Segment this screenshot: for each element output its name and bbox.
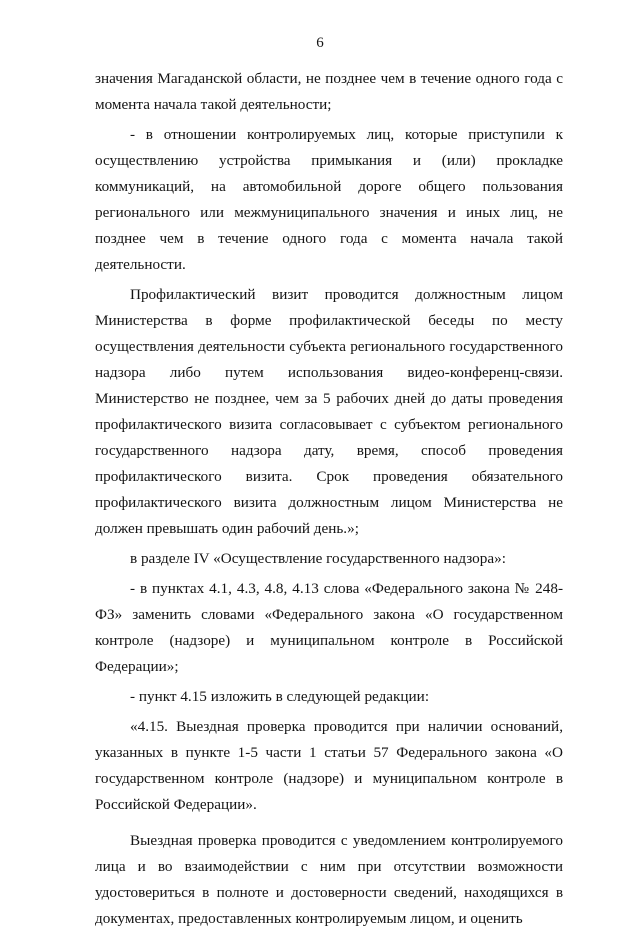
paragraph-point-4-15-text: «4.15. Выездная проверка проводится при наличии оснований, указанных в пункте 1-5 части 1 статьи 57 Федерального закона «О государственном контроле (надзоре) и муниципальном контроле в Российской Федерации». [95,718,563,813]
document-body [95,66,563,932]
paragraph-preventive-visit: Профилактический визит проводится должностным лицом Министерства в форме профилактической беседы по месту осуществления деятельности субъекта регионального государственного надзора либо путем использования видео-конференц-связи. Министерство не позднее, чем за 5 рабочих дней до даты проведения профилактического визита согласовывает с субъектом регионального государственного надзора дату, время, способ проведения профилактического визита. Срок проведения обязательного профилактического визита должностным лицом Министерства не должен превышать один рабочий день.»; [95,286,563,537]
paragraph-continuation: значения Магаданской области, не позднее чем в течение одного года с момента начала такой деятельности; [95,70,563,113]
paragraph-section-iv-heading: в разделе IV «Осуществление государственного надзора»: [130,550,506,567]
page-number: 6 [316,35,324,51]
paragraph-list-item-controlled-persons: - в отношении контролируемых лиц, которые приступили к осуществлению устройства примыкания и (или) прокладке коммуникаций, на автомобильной дороге общего пользования регионального или межмуниципального значения и иных лиц, не позднее чем в течение одного года с момента начала такой деятельности. [95,126,563,273]
paragraph-points-replacement: - в пунктах 4.1, 4.3, 4.8, 4.13 слова «Федерального закона № 248-ФЗ» заменить словами «Федерального закона «О государственном контроле (надзоре) и муниципальном контроле в Российской Федерации»; [95,580,563,675]
paragraph-onsite-inspection: Выездная проверка проводится с уведомлением контролируемого лица и во взаимодействии с ним при отсутствии возможности удостовериться в полноте и достоверности сведений, находящихся в документах, предоставленных контролируемым лицом, и оценить [95,832,563,927]
paragraph-point-4-15-intro: - пункт 4.15 изложить в следующей редакции: [130,688,430,705]
